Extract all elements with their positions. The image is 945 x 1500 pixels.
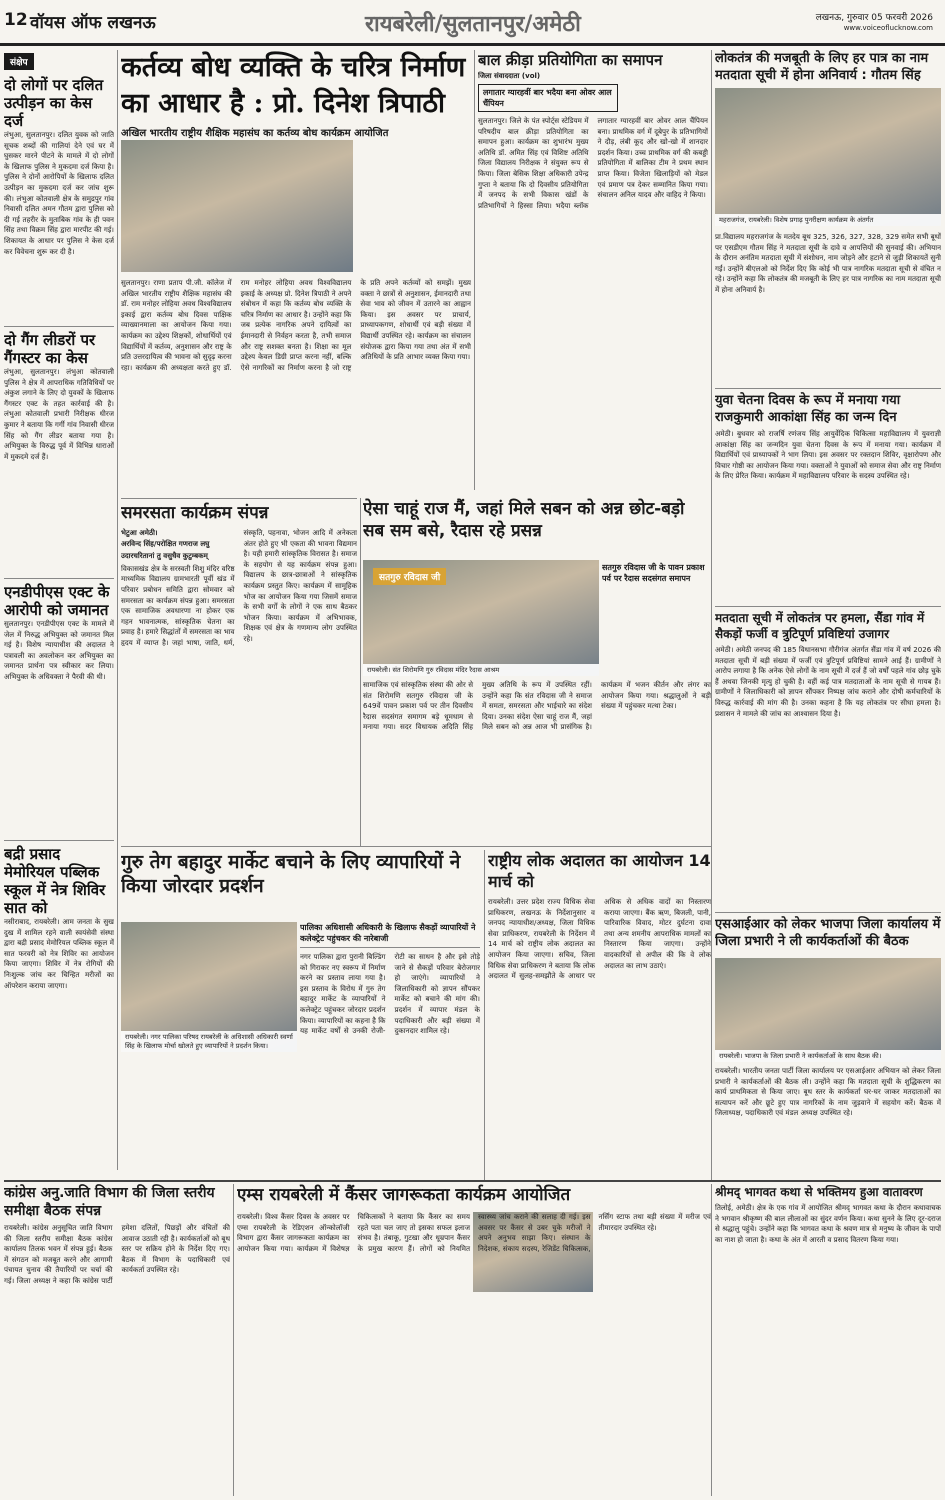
brief-item <box>4 583 114 834</box>
raidas-photo <box>363 560 599 676</box>
congress-headline: कांग्रेस अनु.जाति विभाग की जिला स्तरीय समीक्षा बैठक संपन्न <box>4 1185 215 1219</box>
raidas-banner: सतगुरु रविदास जी <box>373 568 446 585</box>
lead-headline-1: कर्तव्य बोध व्यक्ति के चरित्र निर्माण <box>121 52 466 83</box>
divider <box>121 846 711 847</box>
lok-adalat-story <box>488 850 711 1180</box>
divider <box>4 840 114 841</box>
sports-byline: जिला संवाददाता (vol) <box>478 72 541 80</box>
paper-name: वॉयस ऑफ लखनऊ <box>30 13 156 33</box>
lok-adalat-body: रायबरेली। उत्तर प्रदेश राज्य विधिक सेवा प्राधिकरण, लखनऊ के निर्देशानुसार व जनपद न्यायाधीश/अध्यक्ष, जिला विधिक सेवा प्राधिकरण, रायबरेली के निर्देशन में 14 मार्च को राष्ट्रीय लोक अदालत का आयोजन किया जाएगा। सचिव, जिला विधिक सेवा प्राधिकरण ने बताया कि लोक अदालत में सुलह-समझौते के आधार पर अधिक से अधिक वादों का निस्तारण कराया जाएगा। बैंक ऋण, बिजली, पानी, पारिवारिक विवाद, मोटर दुर्घटना दावा तथा अन्य शमनीय आपराधिक मामलों का निस्तारण किया जाएगा। उन्होंने वादकारियों से अपील की कि वे लोक अदालत का लाभ उठाएं। <box>488 897 711 981</box>
section-label: संक्षेप <box>4 53 34 70</box>
samarasta-story <box>121 502 357 842</box>
youth-body: अमेठी। बुधवार को राजर्षि रणंजय सिंह आयुर्वेदिक चिकित्सा महाविद्यालय में युवराज्ञी आकांक्षा सिंह का जन्मदिन युवा चेतना दिवस के रूप में मनाया गया। कार्यक्रम में विद्यार्थियों एवं प्राध्यापकों ने भाग लिया। इस अवसर पर रक्तदान शिविर, वृक्षारोपण और विचार गोष्ठी का आयोजन किया गया। वक्ताओं ने युवाओं को समाज सेवा और राष्ट्र निर्माण के लिए प्रेरित किया। कार्यक्रम में महाविद्यालय परिवार के सदस्य उपस्थित रहे। <box>715 429 941 481</box>
brief-item <box>4 845 114 1127</box>
youth-headline: युवा चेतना दिवस के रूप में मनाया गया राजकुमारी आकांक्षा सिंह का जन्म दिन <box>715 393 901 425</box>
byline-place: भेटुआ अमेठी। <box>121 528 158 537</box>
guru-badge: पालिका अधिशासी अधिकारी के खिलाफ सैकड़ों व्यापारियों ने कलेक्ट्रेट पहुंचकर की नारेबाजी <box>300 922 480 948</box>
guru-photo <box>121 922 297 1052</box>
congress-story <box>4 1184 230 1496</box>
voter-list-story <box>715 610 941 910</box>
raidas-headline: ऐसा चाहूं राज मैं, जहां मिले सबन को अन्न छोट-बड़ो सब सम बसे, रैदास रहे प्रसन्न <box>363 499 685 541</box>
raidas-story <box>363 498 711 558</box>
voter-headline: लोकतंत्र की मजबूती के लिए हर पात्र का नाम मतदाता सूची में होना अनिवार्य : गौतम सिंह <box>715 51 929 83</box>
lok-adalat-headline: राष्ट्रीय लोक अदालत का आयोजन 14 मार्च को <box>488 851 711 891</box>
voter-body: प्रा.विद्यालय महराजगंज के मतदेय बूथ 325, 326, 327, 328, 329 समेत सभी बूथों पर एसडीएम गौतम सिंह ने मतदाता सूची के दावे व आपत्तियों की सुनवाई की। अभियान के दौरान अनंतिम मतदाता सूची में संशोधन, नाम जोड़ने और हटाने से जुड़ी शिकायतें सुनी गईं। उन्होंने बीएलओ को निर्देश दिए कि कोई भी पात्र नागरिक मतदाता सूची से वंचित न रहे। उन्होंने कहा कि लोकतंत्र की मजबूती के लिए हर पात्र नागरिक का नाम मतदाता सूची में होना अनिवार्य है। <box>715 232 941 294</box>
masthead <box>0 0 945 44</box>
page-number: 12 <box>4 10 28 30</box>
sports-story <box>478 50 708 490</box>
dateline: लखनऊ, गुरुवार 05 फरवरी 2026 <box>815 13 933 23</box>
brief-body: लंभुआ, सुलतानपुर। दलित युवक को जाति सूचक शब्दों की गालियां देने एवं घर में घुसकर मारने पीटने के मामले में दो लोगों के खिलाफ पुलिस ने मुकदमा दर्ज किया है। पुलिस ने दोनों आरोपियों के खिलाफ दलित उत्पीड़न का मुकदमा दर्ज कर जांच शुरू की। लंभुआ कोतवाली क्षेत्र के समुद्रपुर गांव निवासी दलित अमन गौतम द्वारा पुलिस को दी गई तहरीर के मुताबिक गांव के ही पवन सिंह तथा विक्रम सिंह द्वारा मारपीट की गई। शिकायत के आधार पर पुलिस ने केस दर्ज कर विवेचना शुरू कर दी है। <box>4 130 114 256</box>
aiims-body: रायबरेली। विश्व कैंसर दिवस के अवसर पर एम्स रायबरेली के रेडिएशन ऑन्कोलॉजी विभाग द्वारा कैंसर जागरूकता कार्यक्रम का आयोजन किया गया। कार्यक्रम में विशेषज्ञ चिकित्सकों ने बताया कि कैंसर का समय रहते पता चल जाए तो इसका सफल इलाज संभव है। तंबाकू, गुटखा और धूम्रपान कैंसर के प्रमुख कारण हैं। लोगों को नियमित स्वास्थ्य जांच कराने की सलाह दी गई। इस अवसर पर कैंसर से उबर चुके मरीजों ने अपने अनुभव साझा किए। संस्थान के निदेशक, संकाय सदस्य, रेजिडेंट चिकित्सक, नर्सिंग स्टाफ तथा बड़ी संख्या में मरीज एवं तीमारदार उपस्थित रहे। <box>237 1212 711 1253</box>
guru-headline: गुरु तेग बहादुर मार्केट बचाने के लिए व्यापारियों ने किया जोरदार प्रदर्शन <box>121 851 461 897</box>
voter-photo <box>715 88 941 226</box>
sir-photo <box>715 958 941 1062</box>
divider <box>715 388 941 389</box>
brief-item <box>4 331 114 572</box>
region-title: रायबरेली/सुलतानपुर/अमेठी <box>365 12 581 37</box>
samarasta-sub: उदारचरितानां तु वसुधैव कुटुम्बकम् <box>121 551 208 561</box>
column-rule <box>711 50 712 490</box>
sir-body: रायबरेली। भारतीय जनता पार्टी जिला कार्यालय पर एसआईआर अभियान को लेकर जिला प्रभारी ने कार्यकर्ताओं की बैठक ली। उन्होंने कहा कि मतदाता सूची के शुद्धिकरण का कार्य प्राथमिकता से किया जाए। बूथ स्तर के कार्यकर्ता घर-घर जाकर मतदाताओं का सत्यापन करें और छूटे हुए पात्र नागरिकों के नाम जुड़वाने में सहयोग करें। बैठक में जिलाध्यक्ष, पदाधिकारी एवं मंडल अध्यक्ष उपस्थित रहे। <box>715 1066 941 1118</box>
raidas-body: सामाजिक एवं सांस्कृतिक संस्था की ओर से संत शिरोमणि सतगुरु रविदास जी के 649वें पावन प्रकाश पर्व पर तीन दिवसीय रैदास सदसंगत समागम बड़े धूमधाम से मनाया गया। सदर विधायक अदिति सिंह मुख्य अतिथि के रूप में उपस्थित रहीं। उन्होंने कहा कि संत रविदास जी ने समाज में समता, समरसता और भाईचारे का संदेश दिया। उनका संदेश ऐसा चाहूं राज मैं, जहां मिले सबन को अन्न आज भी प्रासंगिक है। कार्यक्रम में भजन कीर्तन और लंगर का आयोजन किया गया। श्रद्धालुओं ने बड़ी संख्या में पहुंचकर मत्था टेका। <box>363 680 711 732</box>
brief-title: दो गैंग लीडरों पर गैंगस्टर का केस <box>4 331 96 367</box>
samarasta-text <box>121 528 357 834</box>
photo-caption: रायबरेली। भाजपा के जिला प्रभारी ने कार्यकर्ताओं के साथ बैठक की। <box>715 1050 941 1063</box>
divider <box>715 912 941 913</box>
guru-side-text <box>121 1056 297 1180</box>
guru-body: नगर पालिका द्वारा पुरानी बिल्डिंग को गिराकर नए स्वरूप में निर्माण करने का प्रस्ताव लाया गया है। इस प्रस्ताव के विरोध में गुरु तेग बहादुर मार्केट के व्यापारियों ने कलेक्ट्रेट पहुंचकर जोरदार प्रदर्शन किया। व्यापारियों का कहना है कि यह मार्केट वर्षों से उनकी रोजी-रोटी का साधन है और इसे तोड़े जाने से सैकड़ों परिवार बेरोजगार हो जाएंगे। व्यापारियों ने जिलाधिकारी को ज्ञापन सौंपकर मार्केट को बचाने की मांग की। प्रदर्शन में व्यापार मंडल के पदाधिकारी और बड़ी संख्या में दुकानदार शामिल रहे। <box>300 952 480 1036</box>
lead-photo <box>121 140 353 272</box>
brief-item <box>4 76 114 320</box>
column-rule <box>233 1184 234 1496</box>
divider <box>715 606 941 607</box>
sir-headline: एसआईआर को लेकर भाजपा जिला कार्यालय में जिला प्रभारी ने ली कार्यकर्ताओं की बैठक <box>715 917 941 949</box>
sports-sub-badge: लगातार ग्यारहवीं बार भदैया बना ओवर आल चैंपियन <box>478 84 618 112</box>
photo-caption: रायबरेली। नगर पालिका परिषद रायबरेली के अधिशासी अधिकारी स्वर्णा सिंह के खिलाफ मोर्चा खोलते हुए व्यापारियों ने प्रदर्शन किया। <box>121 1031 297 1052</box>
brief-body: लंभुआ, सुलतानपुर। लंभुआ कोतवाली पुलिस ने क्षेत्र में आपराधिक गतिविधियों पर अंकुश लगाने के लिए दो युवकों के खिलाफ गैंगस्टर एक्ट के तहत कार्रवाई की है। लंभुआ कोतवाली प्रभारी निरीक्षक धीरज कुमार ने बताया कि गर्गी गांव निवासी धीरज सिंह को गैंग लीडर बताया गया है। अभियुक्त के विरुद्ध पूर्व में विभिन्न धाराओं में मुकदमे दर्ज हैं। <box>4 367 114 461</box>
sports-body: सुलतानपुर। जिले के पंत स्पोर्ट्स स्टेडियम में परिषदीय बाल क्रीड़ा प्रतियोगिता का समापन हुआ। कार्यक्रम का शुभारंभ मुख्य अतिथि डॉ. अमित सिंह एवं विशिष्ट अतिथि जिला विद्यालय निरीक्षक ने संयुक्त रूप से किया। जिला बेसिक शिक्षा अधिकारी उपेन्द्र गुप्ता ने बताया कि दो दिवसीय प्रतियोगिता में जनपद के सभी विकास खंडों के प्रतिभागियों ने हिस्सा लिया। भदैया ब्लॉक लगातार ग्यारहवीं बार ओवर आल चैंपियन बना। प्राथमिक वर्ग में दूबेपुर के प्रतिभागियों ने दौड़, लंबी कूद और खो-खो में शानदार प्रदर्शन किया। उच्च प्राथमिक वर्ग की कबड्डी प्रतियोगिता में बालिका टीम ने प्रथम स्थान प्राप्त किया। विजेता खिलाड़ियों को मेडल एवं प्रमाण पत्र देकर सम्मानित किया गया। संचालन अनिल यादव और वाहिद ने किया। <box>478 116 708 210</box>
raidas-badge: सतगुरु रविदास जी के पावन प्रकाश पर्व पर रैदास सदसंगत समापन <box>602 563 705 583</box>
column-rule <box>484 850 485 1180</box>
byline-reporter: अरविन्द सिंह/परोक्षित गणराज लघु <box>121 538 210 548</box>
brief-body: सुलतानपुर। एनडीपीएस एक्ट के मामले में जेल में निरुद्ध अभियुक्त को जमानत मिल गई है। विशेष न्यायाधीश की अदालत ने पत्रावली का अवलोकन कर अभियुक्त का जमानत प्रार्थना पत्र स्वीकार कर लिया। अभियुक्त के अधिवक्ता ने पैरवी की थी। <box>4 619 114 681</box>
congress-body: रायबरेली। कांग्रेस अनुसूचित जाति विभाग की जिला स्तरीय समीक्षा बैठक कांग्रेस कार्यालय तिलक भवन में संपन्न हुई। बैठक में संगठन को मजबूत करने और आगामी पंचायत चुनाव की तैयारियों पर चर्चा की गई। जिला अध्यक्ष ने कहा कि कांग्रेस पार्टी हमेशा दलितों, पिछड़ों और वंचितों की आवाज उठाती रही है। कार्यकर्ताओं को बूथ स्तर पर सक्रिय होने के निर्देश दिए गए। बैठक में विभाग के पदाधिकारी एवं कार्यकर्ता उपस्थित रहे। <box>4 1223 230 1285</box>
brief-title: एनडीपीएस एक्ट के आरोपी को जमानत <box>4 583 110 619</box>
brief-body: नसीराबाद, रायबरेली। आम जनता के सुख दुख में शामिल रहने वाली स्वयंसेवी संस्था द्वारा बद्री प्रसाद मेमोरियल पब्लिक स्कूल में सात फरवरी को नेत्र शिविर का आयोजन किया जाएगा। शिविर में नेत्र रोगियों की निःशुल्क जांच कर चिन्हित मरीजों का ऑपरेशन कराया जाएगा। <box>4 917 114 990</box>
divider <box>121 498 357 499</box>
sidebar <box>4 50 114 1170</box>
masthead-rule <box>0 43 945 46</box>
divider <box>4 326 114 327</box>
guru-story <box>121 850 481 920</box>
column-rule <box>117 50 118 1170</box>
youth-story <box>715 392 941 604</box>
divider <box>4 1180 941 1182</box>
samarasta-body: विकासखंड क्षेत्र के सरस्वती शिशु मंदिर वरिष्ठ माध्यमिक विद्यालय ग्रामभारती पूर्वी खंड में परिवार प्रबोधन समिति द्वारा सोमवार को समरसता का कार्यक्रम संपन्न हुआ। समरसता एक सामाजिक अवधारणा ना होकर एक गहन भावनात्मक, सांस्कृतिक चेतना का प्रवाह है। हमारे सिद्धांतों में समरसता का भाव हृदय में व्याप्त है। जहां भाषा, जाति, धर्म, संस्कृति, पहनावा, भोजन आदि में अनेकता अंतर होते हुए भी एकता की भावना विद्यमान है। यही हमारी सांस्कृतिक विरासत है। समाज के सहयोग से यह कार्यक्रम संपन्न हुआ। विद्यालय के छात्र-छात्राओं ने सांस्कृतिक कार्यक्रम प्रस्तुत किए। कार्यक्रम में सामूहिक भोज का आयोजन किया गया जिसमें समाज के सभी वर्गों के लोगों ने एक साथ बैठकर भोजन किया। कार्यक्रम में अभिभावक, शिक्षक एवं क्षेत्र के गणमान्य लोग उपस्थित रहे। <box>121 528 357 647</box>
brief-title: बद्री प्रसाद मेमोरियल पब्लिक स्कूल में नेत्र शिविर सात को <box>4 845 106 917</box>
column-rule <box>360 498 361 846</box>
website: www.voiceoflucknow.com <box>843 24 933 32</box>
photo-caption: महराजगंज, रायबरेली। विशेष प्रगाढ़ पुनरीक्षण कार्यक्रम के अंतर्गत <box>715 214 941 227</box>
samarasta-headline: समरसता कार्यक्रम संपन्न <box>121 503 269 523</box>
bhagwat-body: तिलोई, अमेठी। क्षेत्र के एक गांव में आयोजित श्रीमद् भागवत कथा के दौरान कथावाचक ने भगवान श्रीकृष्ण की बाल लीलाओं का सुंदर वर्णन किया। कथा सुनने के लिए दूर-दराज से श्रद्धालु पहुंचे। उन्होंने कहा कि भागवत कथा के श्रवण मात्र से मनुष्य के जीवन के पापों का नाश हो जाता है। कथा के अंत में आरती व प्रसाद वितरण किया गया। <box>715 1203 941 1244</box>
column-rule <box>474 50 475 490</box>
aiims-headline: एम्स रायबरेली में कैंसर जागरूकता कार्यक्रम आयोजित <box>237 1185 571 1205</box>
column-rule <box>711 490 712 1180</box>
bhagwat-story <box>715 1184 941 1496</box>
sports-headline: बाल क्रीड़ा प्रतियोगिता का समापन <box>478 51 663 69</box>
brief-title: दो लोगों पर दलित उत्पीड़न का केस दर्ज <box>4 76 104 130</box>
voter-list-headline: मतदाता सूची में लोकतंत्र पर हमला, सैंडा गांव में सैकड़ों फर्जी व त्रुटिपूर्ण प्रविष्टियां उजागर <box>715 611 925 641</box>
lead-body: सुलतानपुर। राणा प्रताप पी.जी. कॉलेज में अखिल भारतीय राष्ट्रीय शैक्षिक महासंघ की डॉ. राम मनोहर लोहिया अवध विश्वविद्यालय इकाई द्वारा कर्तव्य बोध दिवस पाक्षिक व्याख्यानमाला का आयोजन किया गया। कार्यक्रम का उद्देश्य शिक्षकों, शोधार्थियों एवं विद्यार्थियों में कर्तव्य, अनुशासन और राष्ट्र के प्रति उत्तरदायित्व की भावना को सुदृढ़ करना रहा। कार्यक्रम की अध्यक्षता करते हुए डॉ. राम मनोहर लोहिया अवध विश्वविद्यालय इकाई के अध्यक्ष प्रो. दिनेश त्रिपाठी ने अपने संबोधन में कहा कि कर्तव्य बोध व्यक्ति के चरित्र निर्माण का आधार है। उन्होंने कहा कि जब प्रत्येक नागरिक अपने दायित्वों का ईमानदारी से निर्वहन करता है, तभी समाज और राष्ट्र सशक्त बनता है। शिक्षा का मूल उद्देश्य केवल डिग्री प्राप्त करना नहीं, बल्कि ऐसे नागरिकों का निर्माण करना है जो राष्ट्र के प्रति अपने कर्तव्यों को समझें। मुख्य वक्ता ने छात्रों से अनुशासन, ईमानदारी तथा सेवा भाव को जीवन में उतारने का आह्वान किया। इस अवसर पर प्राचार्य, प्राध्यापकगण, शोधार्थी एवं बड़ी संख्या में विद्यार्थी उपस्थित रहे। कार्यक्रम का संचालन संयोजक द्वारा किया गया तथा अंत में सभी अतिथियों के प्रति आभार व्यक्त किया गया। <box>121 278 471 372</box>
bhagwat-headline: श्रीमद् भागवत कथा से भक्तिमय हुआ वातावरण <box>715 1185 923 1199</box>
lead-headline-2: का आधार है : प्रो. दिनेश त्रिपाठी <box>121 88 446 119</box>
divider <box>4 578 114 579</box>
column-rule <box>711 1184 712 1496</box>
photo-caption: रायबरेली। संत शिरोमणि गुरु रविदास मंदिर रैदास आश्रम <box>363 664 599 677</box>
voter-list-body: अमेठी। अमेठी जनपद की 185 विधानसभा गौरीगंज अंतर्गत सैंडा गांव में वर्ष 2026 की मतदाता सूची में बड़ी संख्या में फर्जी एवं त्रुटिपूर्ण प्रविष्टियां सामने आई हैं। ग्रामीणों ने आरोप लगाया है कि अनेक ऐसे लोगों के नाम सूची में दर्ज हैं जो वर्षों पहले गांव छोड़ चुके हैं अथवा जिनकी मृत्यु हो चुकी है। वहीं कई पात्र मतदाताओं के नाम सूची से गायब हैं। ग्रामीणों ने जिलाधिकारी को ज्ञापन सौंपकर निष्पक्ष जांच कराने और दोषी कर्मचारियों के विरुद्ध कार्रवाई की मांग की है। उनका कहना है कि यह लोकतंत्र पर सीधा हमला है। प्रशासन ने मामले की जांच का आश्वासन दिया है। <box>715 645 941 718</box>
lead-subhead: अखिल भारतीय राष्ट्रीय शैक्षिक महासंघ का कर्तव्य बोध कार्यक्रम आयोजित <box>121 128 389 139</box>
